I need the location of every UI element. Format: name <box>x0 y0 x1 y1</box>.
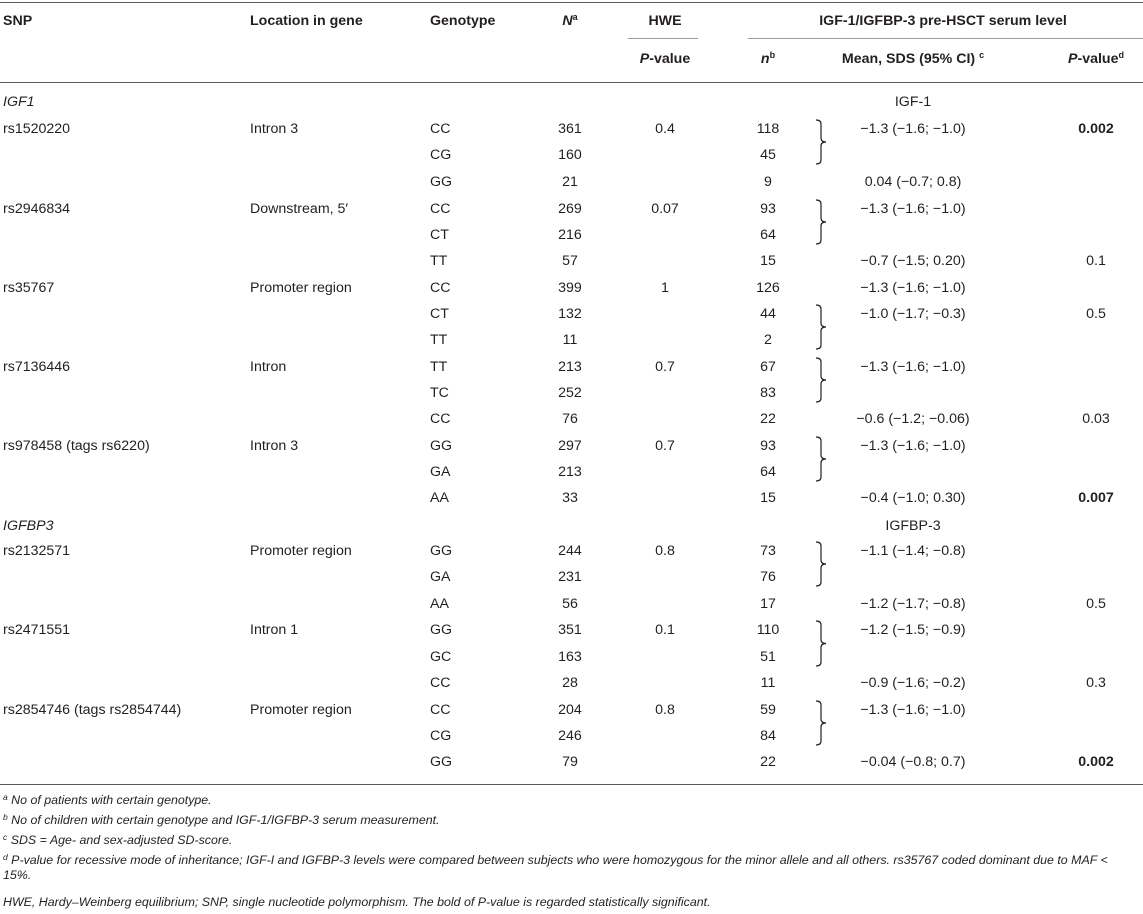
cell-mean: 0.04 (−0.7; 0.8) <box>864 174 962 190</box>
cell-n: 17 <box>760 596 776 612</box>
cell-genotype: CC <box>430 121 451 137</box>
cell-pvalue: 0.03 <box>1082 411 1110 427</box>
group-subrule <box>748 38 1143 39</box>
cell-n: 44 <box>760 306 776 322</box>
cell-n: 64 <box>760 227 776 243</box>
right-brace <box>814 700 832 746</box>
cell-hwe: 0.07 <box>651 201 679 217</box>
cell-mean: −1.2 (−1.5; −0.9) <box>860 622 966 638</box>
cell-pvalue: 0.002 <box>1078 121 1114 137</box>
cell-genotype: AA <box>430 596 449 612</box>
header-mean: Mean, SDS (95% CI) $^c$ <box>841 50 985 67</box>
cell-pvalue: 0.1 <box>1086 253 1106 269</box>
cell-genotype: GA <box>430 569 451 585</box>
cell-hwe: 0.8 <box>655 543 675 559</box>
right-brace <box>814 304 832 350</box>
cell-genotype: CC <box>430 201 451 217</box>
footnote-c: $^c$ SDS = Age- and sex-adjusted SD-score. <box>3 832 233 847</box>
cell-N: 244 <box>558 543 582 559</box>
cell-mean: −1.3 (−1.6; −1.0) <box>860 280 966 296</box>
cell-n: 126 <box>756 280 780 296</box>
cell-n: 118 <box>756 121 780 137</box>
cell-n: 76 <box>760 569 776 585</box>
cell-n: 15 <box>760 253 776 269</box>
right-brace <box>814 436 832 482</box>
cell-hwe: 0.1 <box>655 622 675 638</box>
cell-location: Promoter region <box>250 543 352 559</box>
hwe-subrule <box>628 38 698 39</box>
header-pvalue: P-value$^d$ <box>1068 50 1124 67</box>
header-location: Location in gene <box>250 13 363 29</box>
cell-mean: −1.1 (−1.4; −0.8) <box>860 543 966 559</box>
cell-hwe: 0.8 <box>655 702 675 718</box>
cell-N: 204 <box>558 702 582 718</box>
cell-N: 213 <box>558 464 582 480</box>
cell-n: 83 <box>760 385 776 401</box>
cell-n: 11 <box>760 675 776 691</box>
cell-N: 21 <box>562 174 578 190</box>
cell-hwe: 0.4 <box>655 121 675 137</box>
cell-genotype: GA <box>430 464 451 480</box>
cell-snp: rs978458 (tags rs6220) <box>3 438 150 454</box>
cell-pvalue: 0.5 <box>1086 596 1106 612</box>
table-note: HWE, Hardy–Weinberg equilibrium; SNP, single nucleotide polymorphism. The bold of P-value is regarded statistically significant. <box>3 895 711 909</box>
cell-snp: rs2854746 (tags rs2854744) <box>3 702 182 718</box>
cell-mean: −0.04 (−0.8; 0.7) <box>860 754 966 770</box>
cell-pvalue: 0.5 <box>1086 306 1106 322</box>
cell-mean: −0.7 (−1.5; 0.20) <box>860 253 966 269</box>
cell-n: 59 <box>760 702 776 718</box>
section-gene-label: IGFBP3 <box>3 518 54 534</box>
cell-n: 93 <box>760 201 776 217</box>
cell-snp: rs2471551 <box>3 622 71 638</box>
cell-N: 361 <box>558 121 582 137</box>
cell-N: 213 <box>558 359 582 375</box>
cell-location: Promoter region <box>250 702 352 718</box>
cell-mean: −1.0 (−1.7; −0.3) <box>860 306 966 322</box>
cell-pvalue: 0.3 <box>1086 675 1106 691</box>
cell-genotype: GG <box>430 438 453 454</box>
cell-genotype: AA <box>430 490 449 506</box>
cell-n: 64 <box>760 464 776 480</box>
cell-N: 11 <box>562 332 578 348</box>
cell-N: 28 <box>562 675 578 691</box>
cell-n: 84 <box>760 728 776 744</box>
cell-location: Intron 3 <box>250 438 299 454</box>
cell-location: Promoter region <box>250 280 352 296</box>
cell-genotype: GG <box>430 543 453 559</box>
cell-n: 93 <box>760 438 776 454</box>
cell-n: 15 <box>760 490 776 506</box>
cell-n: 2 <box>764 332 772 348</box>
cell-genotype: CC <box>430 675 451 691</box>
footnote-d: $^d$ P-value for recessive mode of inheritance; IGF-I and IGFBP-3 levels were compared between subjects who were homozygous for the minor allele and all others. rs35767 coded dominant due to MAF < 15%. <box>3 852 1108 882</box>
cell-pvalue: 0.007 <box>1078 490 1114 506</box>
cell-n: 110 <box>756 622 780 638</box>
cell-location: Intron 1 <box>250 622 299 638</box>
right-brace <box>814 541 832 587</box>
cell-mean: −1.3 (−1.6; −1.0) <box>860 438 966 454</box>
cell-mean: −0.9 (−1.6; −0.2) <box>860 675 966 691</box>
cell-N: 79 <box>562 754 578 770</box>
cell-genotype: CT <box>430 306 449 322</box>
cell-location: Intron <box>250 359 287 375</box>
cell-n: 51 <box>760 649 776 665</box>
header-group: IGF-1/IGFBP-3 pre-HSCT serum level <box>819 13 1067 29</box>
cell-hwe: 1 <box>661 280 669 296</box>
cell-snp: rs1520220 <box>3 121 71 137</box>
cell-N: 351 <box>558 622 582 638</box>
cell-mean: −0.4 (−1.0; 0.30) <box>860 490 966 506</box>
header-n: $n^b$ <box>760 50 776 67</box>
cell-N: 56 <box>562 596 578 612</box>
cell-N: 216 <box>558 227 582 243</box>
cell-genotype: GG <box>430 754 453 770</box>
cell-N: 252 <box>558 385 582 401</box>
section-measure-label: IGF-1 <box>894 94 932 110</box>
cell-snp: rs2946834 <box>3 201 71 217</box>
cell-mean: −1.3 (−1.6; −1.0) <box>860 702 966 718</box>
footnote-b: $^b$ No of children with certain genotype and IGF-1/IGFBP-3 serum measurement. <box>3 812 440 827</box>
footnote-a: $^a$ No of patients with certain genotype. <box>3 792 212 807</box>
cell-N: 132 <box>558 306 582 322</box>
table-top-rule <box>0 2 1143 3</box>
cell-n: 67 <box>760 359 776 375</box>
cell-genotype: TT <box>430 253 448 269</box>
section-gene-label: IGF1 <box>3 94 35 110</box>
cell-hwe: 0.7 <box>655 438 675 454</box>
cell-N: 269 <box>558 201 582 217</box>
cell-N: 297 <box>558 438 582 454</box>
cell-N: 57 <box>562 253 578 269</box>
cell-genotype: CG <box>430 728 452 744</box>
section-measure-label: IGFBP-3 <box>885 518 941 534</box>
cell-N: 160 <box>558 147 582 163</box>
cell-location: Downstream, 5′ <box>250 201 349 217</box>
cell-snp: rs35767 <box>3 280 55 296</box>
header-hwe: HWE <box>648 13 682 29</box>
table-bottom-rule <box>0 784 1143 785</box>
cell-genotype: TC <box>430 385 449 401</box>
cell-pvalue: 0.002 <box>1078 754 1114 770</box>
cell-N: 76 <box>562 411 578 427</box>
cell-mean: −1.3 (−1.6; −1.0) <box>860 359 966 375</box>
cell-N: 399 <box>558 280 582 296</box>
cell-n: 45 <box>760 147 776 163</box>
header-bottom-rule <box>0 82 1143 83</box>
header-genotype: Genotype <box>430 13 496 29</box>
cell-n: 73 <box>760 543 776 559</box>
right-brace <box>814 119 832 165</box>
right-brace <box>814 199 832 245</box>
cell-snp: rs2132571 <box>3 543 71 559</box>
cell-mean: −1.3 (−1.6; −1.0) <box>860 201 966 217</box>
cell-genotype: TT <box>430 359 448 375</box>
cell-genotype: GG <box>430 174 453 190</box>
cell-genotype: CC <box>430 280 451 296</box>
cell-n: 9 <box>764 174 772 190</box>
cell-genotype: CC <box>430 411 451 427</box>
cell-genotype: CG <box>430 147 452 163</box>
header-N: $N^a$ <box>562 12 578 29</box>
right-brace <box>814 620 832 667</box>
header-hwe-pvalue: P-value <box>639 51 691 67</box>
cell-N: 33 <box>562 490 578 506</box>
cell-genotype: GG <box>430 622 453 638</box>
cell-mean: −1.2 (−1.7; −0.8) <box>860 596 966 612</box>
header-snp: SNP <box>3 13 33 29</box>
cell-genotype: TT <box>430 332 448 348</box>
cell-mean: −0.6 (−1.2; −0.06) <box>856 411 970 427</box>
cell-N: 163 <box>558 649 582 665</box>
cell-n: 22 <box>760 411 776 427</box>
cell-location: Intron 3 <box>250 121 299 137</box>
cell-N: 231 <box>558 569 582 585</box>
cell-genotype: CT <box>430 227 449 243</box>
cell-genotype: CC <box>430 702 451 718</box>
right-brace <box>814 357 832 403</box>
cell-mean: −1.3 (−1.6; −1.0) <box>860 121 966 137</box>
cell-hwe: 0.7 <box>655 359 675 375</box>
cell-genotype: GC <box>430 649 452 665</box>
cell-N: 246 <box>558 728 582 744</box>
cell-n: 22 <box>760 754 776 770</box>
cell-snp: rs7136446 <box>3 359 71 375</box>
